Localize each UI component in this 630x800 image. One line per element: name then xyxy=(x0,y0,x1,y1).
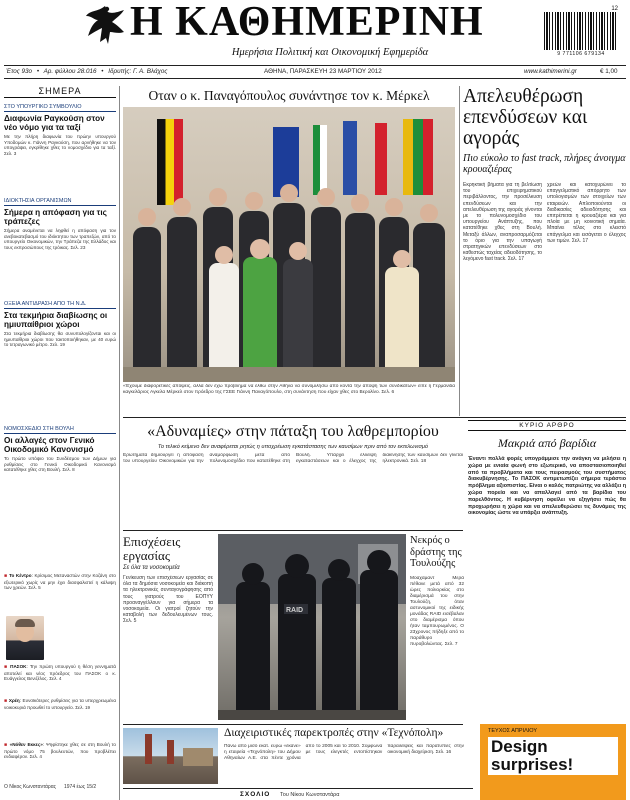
section-rule-3 xyxy=(123,724,463,725)
barcode xyxy=(542,6,622,62)
column-author: Του Νίκου Κωνσταντάρα xyxy=(280,791,340,798)
bullet-body: Ευνοϊκότερες ρυθμίσεις για τα υπερχρεωμένα νοικοκυριά προωθεί το υπουργείο. Σελ. 19 xyxy=(4,698,116,710)
sidebar-item[interactable] xyxy=(4,198,116,268)
health-subhead: Σε όλα τα νοσοκομεία xyxy=(123,565,180,571)
bullet-body: Κρίσιμος Μεταναστών στην Κοζάνη στο εξωτερικό χωρίς να μην έχει διασφαλιστεί η κάλυψη των χρεών. Σελ. 5 xyxy=(4,573,116,591)
police-officers xyxy=(218,534,406,720)
health-headline: Επισχέσεις εργασίας xyxy=(123,534,181,563)
column-label: ΣΧΟΛΙΟ xyxy=(240,791,271,798)
sidebar-bullet[interactable] xyxy=(4,573,116,613)
politician-portrait xyxy=(6,616,44,660)
bullet-text: ■ Το Κέντρο: Κρίσιμος Μεταναστών στην Κοζάνη στο εξωτερικό χωρίς να μην έχει διασφαλιστεί η κάλυψη των χρεών. Σελ. 5 xyxy=(4,573,116,613)
photo1-headline: Οταν ο κ. Παναγόπουλος συνάντησε τον κ. Μέρκελ xyxy=(148,88,430,103)
smuggling-body xyxy=(123,453,463,527)
gazi-photo xyxy=(123,728,218,784)
sidebar-item-text: Με την πλήρη διαφωνία του πρώην υπουργού Υποδομών κ. Γιάννη Ραγκούση, που αρνήθηκε να τον υπογράψει, εγκρίθηκε χθες το νομοσχέδιο για τα ταξί. Σελ. 3 xyxy=(4,134,116,156)
section-rule-4 xyxy=(123,788,473,789)
sidebar-item-text: Σήμερα αναμένεται να ληφθεί η απόφαση για τον ανεβοκατεβασμό του ιδιόκτητου των τραπεζών, από το υπουργείο Οικονομικών, την Τράπεζα της Ελλάδος και τους εκπροσώπους της τρόικας. Σελ. 23 xyxy=(4,228,116,250)
barcode-number: 9 771106 679134 xyxy=(557,51,605,57)
sidebar-item[interactable] xyxy=(4,301,116,393)
terrorist-text: Μοαχάμαντ Μερά πέθανε μετά από 32 ώρες πολιορκίας στο διαμέρισμά του στην Τουλούζη, όταν αστυνομικοί της ειδικής μονάδας RAID εισέβαλαν στο διαμέρισμα όπου ήταν ταμπουρωμένος. Ο 23χρονος πήδηξε από το παράθυρο πυροβολώντας. Σελ. 7 xyxy=(410,576,464,647)
design-ad[interactable] xyxy=(480,724,626,800)
sidebar-item-headline: Διαφωνία Ραγκούση στον νέο νόμο για τα ταξί xyxy=(4,114,105,132)
technopolis-body xyxy=(224,744,464,784)
editorial xyxy=(468,420,626,720)
bullet-text: ■ «Νόθεν Εκκες»: Ψηφίστηκε χθες σε στη Βουλή το πρώτο νόμο 75 βουλευτών, που προβλέπει ενδιαφέρον. Σελ. 4 xyxy=(4,742,116,782)
sidebar-label: ΣΗΜΕΡΑ xyxy=(4,86,116,98)
lead-headline: Απελευθέρωση επενδύσεων και αγοράς xyxy=(463,86,588,149)
bullet-title: Το Κέντρο xyxy=(9,573,32,578)
merkel-photo xyxy=(123,107,455,382)
sidebar-bullet[interactable] xyxy=(4,742,116,782)
smuggling-subhead: Το τελικό κείμενο δεν αναφέρεται ρητώς η υποχρέωση εγκατάστασης των καυσίμων πριν από τον εκτελωνισμό xyxy=(157,444,429,450)
sidebar-item-headline: Οι αλλαγές στον Γενικό Οικοδομικό Κανονισμό xyxy=(4,436,95,454)
sidebar-item-headline: Στα τεκμήρια διαβίωσης οι ημιυπαίθριοι χώροι xyxy=(4,311,108,329)
sidebar xyxy=(4,86,116,800)
founder: Ιδρυτής: Γ. Α. Βλάχος xyxy=(108,67,168,75)
editorial-text: Έναντι πολλά φορές υπογράμμισε την ανάγκη να μιλήσει η χώρα με ενιαία φωνή στο εξωτερικό, να αποστασιοποιηθεί από τα προβλήματα και τους πειρασμούς του συστήματος διακυβέρνησης. Το ΠΑΣΟΚ αντιμετωπίζει σήμερα τεράστιο πρόβλημα αξιοπιστίας. Είναι ο καλός πατριώτης να αλλάξει η χώρα πορεία και να απαλλαγεί από τα βαρίδια του παρελθόντος. Η κυβέρνηση οφείλει να εξηγήσει πώς θα προχωρήσει η χώρα και να απελευθερώσει τις δυνάμεις της οικονομίας ώστε να υπάρξει ανάπτυξη. xyxy=(468,456,626,517)
sidebar-item-kicker: ΝΟΜΟΣΧΕΔΙΟ ΣΤΗ ΒΟΥΛΗ xyxy=(4,426,116,434)
bullet-title: ΠΑΣΟΚ xyxy=(10,664,27,669)
sidebar-item-kicker: ΙΔΙΟΚΤΗΣΙΑ ΟΡΓΑΝΙΣΜΩΝ xyxy=(4,198,116,206)
price: € 1,00 xyxy=(600,67,618,75)
editorial-headline: Μακριά από βαρίδια xyxy=(497,436,597,450)
ad-title: Design surprises! xyxy=(488,737,618,775)
masthead xyxy=(0,0,630,88)
sidebar-item-headline: Σήμερα η απόφαση για τις τράπεζες xyxy=(4,208,107,226)
terrorist-headline: Νεκρός ο δράστης της Τουλούζης xyxy=(410,535,462,569)
masthead-infoline: Έτος 93ο • Αρ. φύλλου 28.016 • Ιδρυτής: Γ. Α. Βλάχος ΑΘΗΝΑ, ΠΑΡΑΣΚΕΥΗ 23 ΜΑΡΤΙΟΥ 2012 www.kathimerini.gr € 1,00 xyxy=(6,67,618,75)
sidebar-item-text: Στα τεκμήρια διαβίωσης θα συνυπολογίζονται και οι ημιυπαίθριοι χώροι που τακτοποιήθηκαν, με 40 ευρώ το τετραγωνικό μέτρο. Σελ. 19 xyxy=(4,331,116,348)
bullet-text: ■ ΠΑΣΟΚ: Την πρώτη υπουργού η θέση γεννηματά αποτελεί και νέος πρόεδρος του ΠΑΣΟΚ ο κ. Ευάγγελος Βενιζέλος. Σελ. 4 xyxy=(4,664,116,694)
sidebar-item[interactable] xyxy=(4,104,116,168)
website[interactable]: www.kathimerini.gr xyxy=(524,67,577,75)
section-rule-2 xyxy=(123,530,463,531)
bullet-body: Ψηφίστηκε χθες σε στη Βουλή το πρώτο νόμο 75 βουλευτών, που προβλέπει ενδιαφέρον. Σελ. 4 xyxy=(4,742,116,760)
delegates-group xyxy=(123,167,455,382)
sidebar-item-kicker: ΟΞΕΙΑ ΑΝΤΙΔΡΑΣΗ ΑΠΟ ΤΗ Ν.Δ. xyxy=(4,301,116,309)
svg-text:RAID: RAID xyxy=(286,607,304,614)
sidebar-divider xyxy=(119,86,120,800)
issue-code: 12 xyxy=(611,6,618,12)
sidebar-bullet[interactable] xyxy=(4,698,116,736)
sidebar-bottom-date: 1974 έως 15/2 xyxy=(64,784,97,790)
technopolis-text: Πάνω από μισό εκατ. ευρώ «έκανε» η εταιρεία «Τεχνόπολη» του Δήμου Αθηναίων Α.Ε. στα πέντε χρόνια από το 2005 και το 2010. Σύμφωνα με τους ελεγκτές εντοπίστηκαν παραλείψεις και παρατυπίες στην οικονομική διαχείριση. Σελ. 16 xyxy=(224,744,464,761)
year: Έτος 93ο xyxy=(6,67,33,75)
bullet-text: ■ Χρέη: Ευνοϊκότερες ρυθμίσεις για τα υπερχρεωμένα νοικοκυριά προωθεί το υπουργείο. Σελ. 19 xyxy=(4,698,116,736)
smuggling-text: Ερωτήματα δημιουργεί η απόφαση του υπουργείου Οικονομικών για την αναμόρφωση μετά από πολυνομοσχέδιο που κατατέθηκε στη Βουλή. Υπάρχει έλλειψη εγκαταστάσεων και ο έλεγχος της διακίνησης των καυσίμων δεν γίνεται ηλεκτρονικά. Σελ. 18 xyxy=(123,453,463,464)
phoenix-logo-icon xyxy=(84,2,126,46)
lead-divider xyxy=(459,86,460,416)
technopolis-headline: Διαχειριστικές παρεκτροπές στην «Τεχνόπολη» xyxy=(224,727,444,739)
sidebar-item[interactable] xyxy=(4,426,116,516)
masthead-rule-top xyxy=(4,65,626,66)
raid-photo xyxy=(218,534,406,720)
sidebar-item-text: Το πρώτο υπόψιο του Συνδέσμου των Δήμων για ρυθμίσεις στο Γενικό Οικοδομικό Κανονισμό κατατέθηκε χθες στη Βουλή. Σελ. 8 xyxy=(4,456,116,473)
lead-col2: χρεών και κατοχυρώνει το επαγγελματικό απόρρητο των υπολογισμών των στοιχείων των εταιρειών. Απλοποιούνται οι διαδικασίες αδειοδότησης και επιτρέπεται η κρουαζιέρα και για πλοία με μη κοινοτική σημαία. Μπαίνει τέλος στο κλειστό επάγγελμα και εισάγεται ο έλεγχος των τιμών. Σελ. 17 xyxy=(547,182,626,244)
barcode-bars xyxy=(544,12,616,50)
bullet-title: «Νόθεν Εκκες» xyxy=(9,742,43,747)
sidebar-item-kicker: ΣΤΟ ΥΠΟΥΡΓΙΚΟ ΣΥΜΒΟΥΛΙΟ xyxy=(4,104,116,112)
dateline: ΑΘΗΝΑ, ΠΑΡΑΣΚΕΥΗ 23 ΜΑΡΤΙΟΥ 2012 xyxy=(264,67,382,75)
lead-subhead: Πιο εύκολο το fast track, πλήρες άνοιγμα κρουαζιέρας xyxy=(463,153,626,175)
masthead-rule-bottom xyxy=(4,78,626,79)
lead-col1: Εκρηκτική βήματα για τη βελτίωση του επιχειρηματικού περιβάλλοντος, την προσέλκυση επενδύσεων και την απελευθέρωση της αγοράς γίνονται με το πολυνομοσχέδιο του υπουργείου Ανάπτυξης, που κατατέθηκε χθες στη Βουλή. Μεταξύ άλλων, αναπροσαρμόζεται το όριο για την υπαγωγή στρατηγικών επενδύσεων στο καθεστώς ταχείας αδειοδότησης, το λεγόμενο fast track. Σελ. 17 xyxy=(463,182,542,263)
masthead-title: Η ΚΑΘΗΜΕΡΙΝΗ xyxy=(130,0,484,45)
ad-label: ΤΕΥΧΟΣ ΑΠΡΙΛΙΟΥ xyxy=(488,728,538,734)
health-text: Γενίκευση των επισχέσεων εργασίας σε όλα τα δημόσια νοσοκομεία και διάκοπή τα ηλεκτρονικές συνταγογράφησης από τους γιατρούς του ΕΟΠΥΥ προαναγγέλλουν για σήμερα τα νοσοκομεία. Οι γιατροί ζητούν την καταβολή των δεδουλευμένων τους. Σελ. 5 xyxy=(123,575,213,625)
bullet-body: Την πρώτη υπουργού η θέση γεννηματά αποτελεί και νέος πρόεδρος του ΠΑΣΟΚ ο κ. Ευάγγελος Βενιζέλος. Σελ. 4 xyxy=(4,664,116,682)
bullet-title: Χρέη xyxy=(8,698,20,703)
masthead-subtitle: Ημερήσια Πολιτική και Οικονομική Εφημερίδα xyxy=(231,47,429,58)
smuggling-headline: «Αδυναμίες» στην πάταξη του λαθρεμπορίου xyxy=(147,423,439,440)
sidebar-author: Ο Νίκος Κωνσταντάρας xyxy=(4,784,57,790)
sidebar-bullet[interactable] xyxy=(4,664,116,694)
photo1-caption: «Έχουμε διαφορετικές απόψεις, αλλά δεν έχω πρόβλημα να έλθω στην Αθήνα να συνομιλήσω από κοντά την άποψη των συνδικάτων» είπε η Γερμανίδα καγκελάριος Αγκελα Μέρκελ στον πρόεδρο της ΓΣΕΕ Γιάννη Παναγόπουλο, στη συνάντηση που είχαν χθες στο Βερολίνο. Σελ. 6 xyxy=(123,384,455,395)
sheet-number: Αρ. φύλλου 28.016 xyxy=(43,67,97,75)
editorial-label: ΚΥΡΙΟ ΑΡΘΡΟ xyxy=(468,420,626,431)
section-rule-1 xyxy=(123,417,626,418)
